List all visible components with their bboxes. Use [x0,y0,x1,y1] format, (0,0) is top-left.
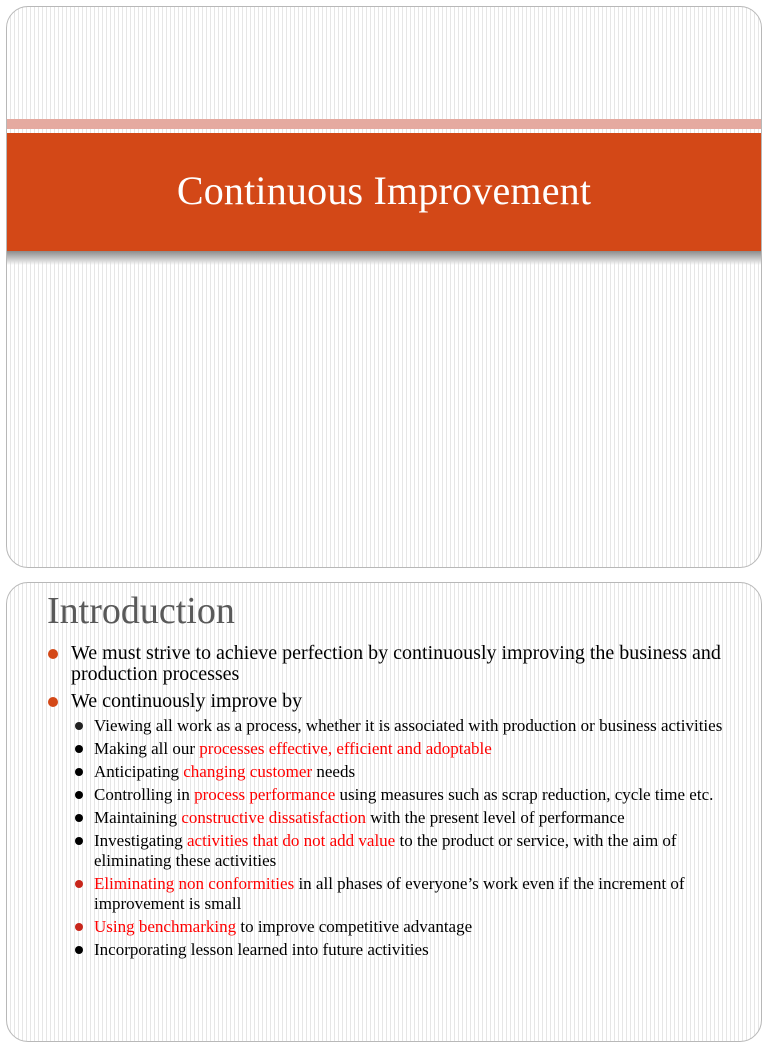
sub-bullet-pre: Controlling in [94,785,195,804]
sub-bullet-pre: Maintaining [94,808,182,827]
bullet-text: We continuously improve by [71,690,303,712]
bullet-dot-icon [75,791,83,799]
bullet-dot-icon [75,814,83,822]
sub-bullet-item [71,739,737,759]
bullet-dot-icon [48,649,58,659]
bullet-dot-icon [75,837,83,845]
sub-bullet-highlight: Using benchmarking [94,917,237,936]
sub-bullet-post: with the present level of performance [365,808,625,827]
sub-bullet-item [71,762,737,782]
bullet-dot-icon [48,697,58,707]
bullet-item [47,643,737,685]
sub-bullet-pre: Making all our [94,739,200,758]
sub-bullet-post: using measures such as scrap reduction, cycle time etc. [335,785,714,804]
bullet-text: We must strive to achieve perfection by continuously improving the business and production processes [71,642,721,685]
slide-title: Continuous Improvement [176,167,592,213]
sub-bullet-item [71,716,737,736]
sub-bullet-post: needs [312,762,356,781]
sub-bullet-highlight: activities that do not add value [187,831,396,850]
sub-bullet-highlight: processes effective, efficient and adoptable [199,739,492,758]
band-shadow [7,251,761,265]
sub-bullet-post: in all phases of everyone’s work even if the increment of improvement is small [94,874,685,913]
bullet-dot-icon [75,880,83,888]
slide-heading: Introduction [47,590,235,632]
accent-strip [7,119,761,129]
sub-bullet-pre: Viewing all work as a process, whether it is associated with production or business activities [94,716,723,735]
sub-bullet-post: to improve competitive advantage [236,917,473,936]
bullet-dot-icon [75,745,83,753]
sub-bullet-highlight: process performance [194,785,336,804]
bullet-item [47,691,737,960]
title-band [7,133,761,251]
sub-bullet-item [71,874,737,914]
sub-bullet-item [71,917,737,937]
sub-bullet-pre: Investigating [94,831,188,850]
sub-bullet-highlight: changing customer [183,762,313,781]
bullet-dot-icon [75,923,83,931]
title-slide [6,6,762,568]
sub-bullet-highlight: Eliminating non conformities [94,874,295,893]
bullet-list [47,643,737,966]
sub-bullet-item [71,785,737,805]
sub-bullet-item [71,940,737,960]
sub-bullet-item [71,808,737,828]
bullet-dot-icon [75,946,83,954]
bullet-dot-icon [75,722,83,730]
sub-bullet-pre: Incorporating lesson learned into future activities [94,940,429,959]
sub-bullet-highlight: constructive dissatisfaction [181,808,366,827]
sub-bullet-list [71,716,737,960]
sub-bullet-item [71,831,737,871]
sub-bullet-pre: Anticipating [94,762,184,781]
sub-bullet-post: to the product or service, with the aim of eliminating these activities [94,831,677,870]
bullet-dot-icon [75,768,83,776]
introduction-slide [6,582,762,1042]
